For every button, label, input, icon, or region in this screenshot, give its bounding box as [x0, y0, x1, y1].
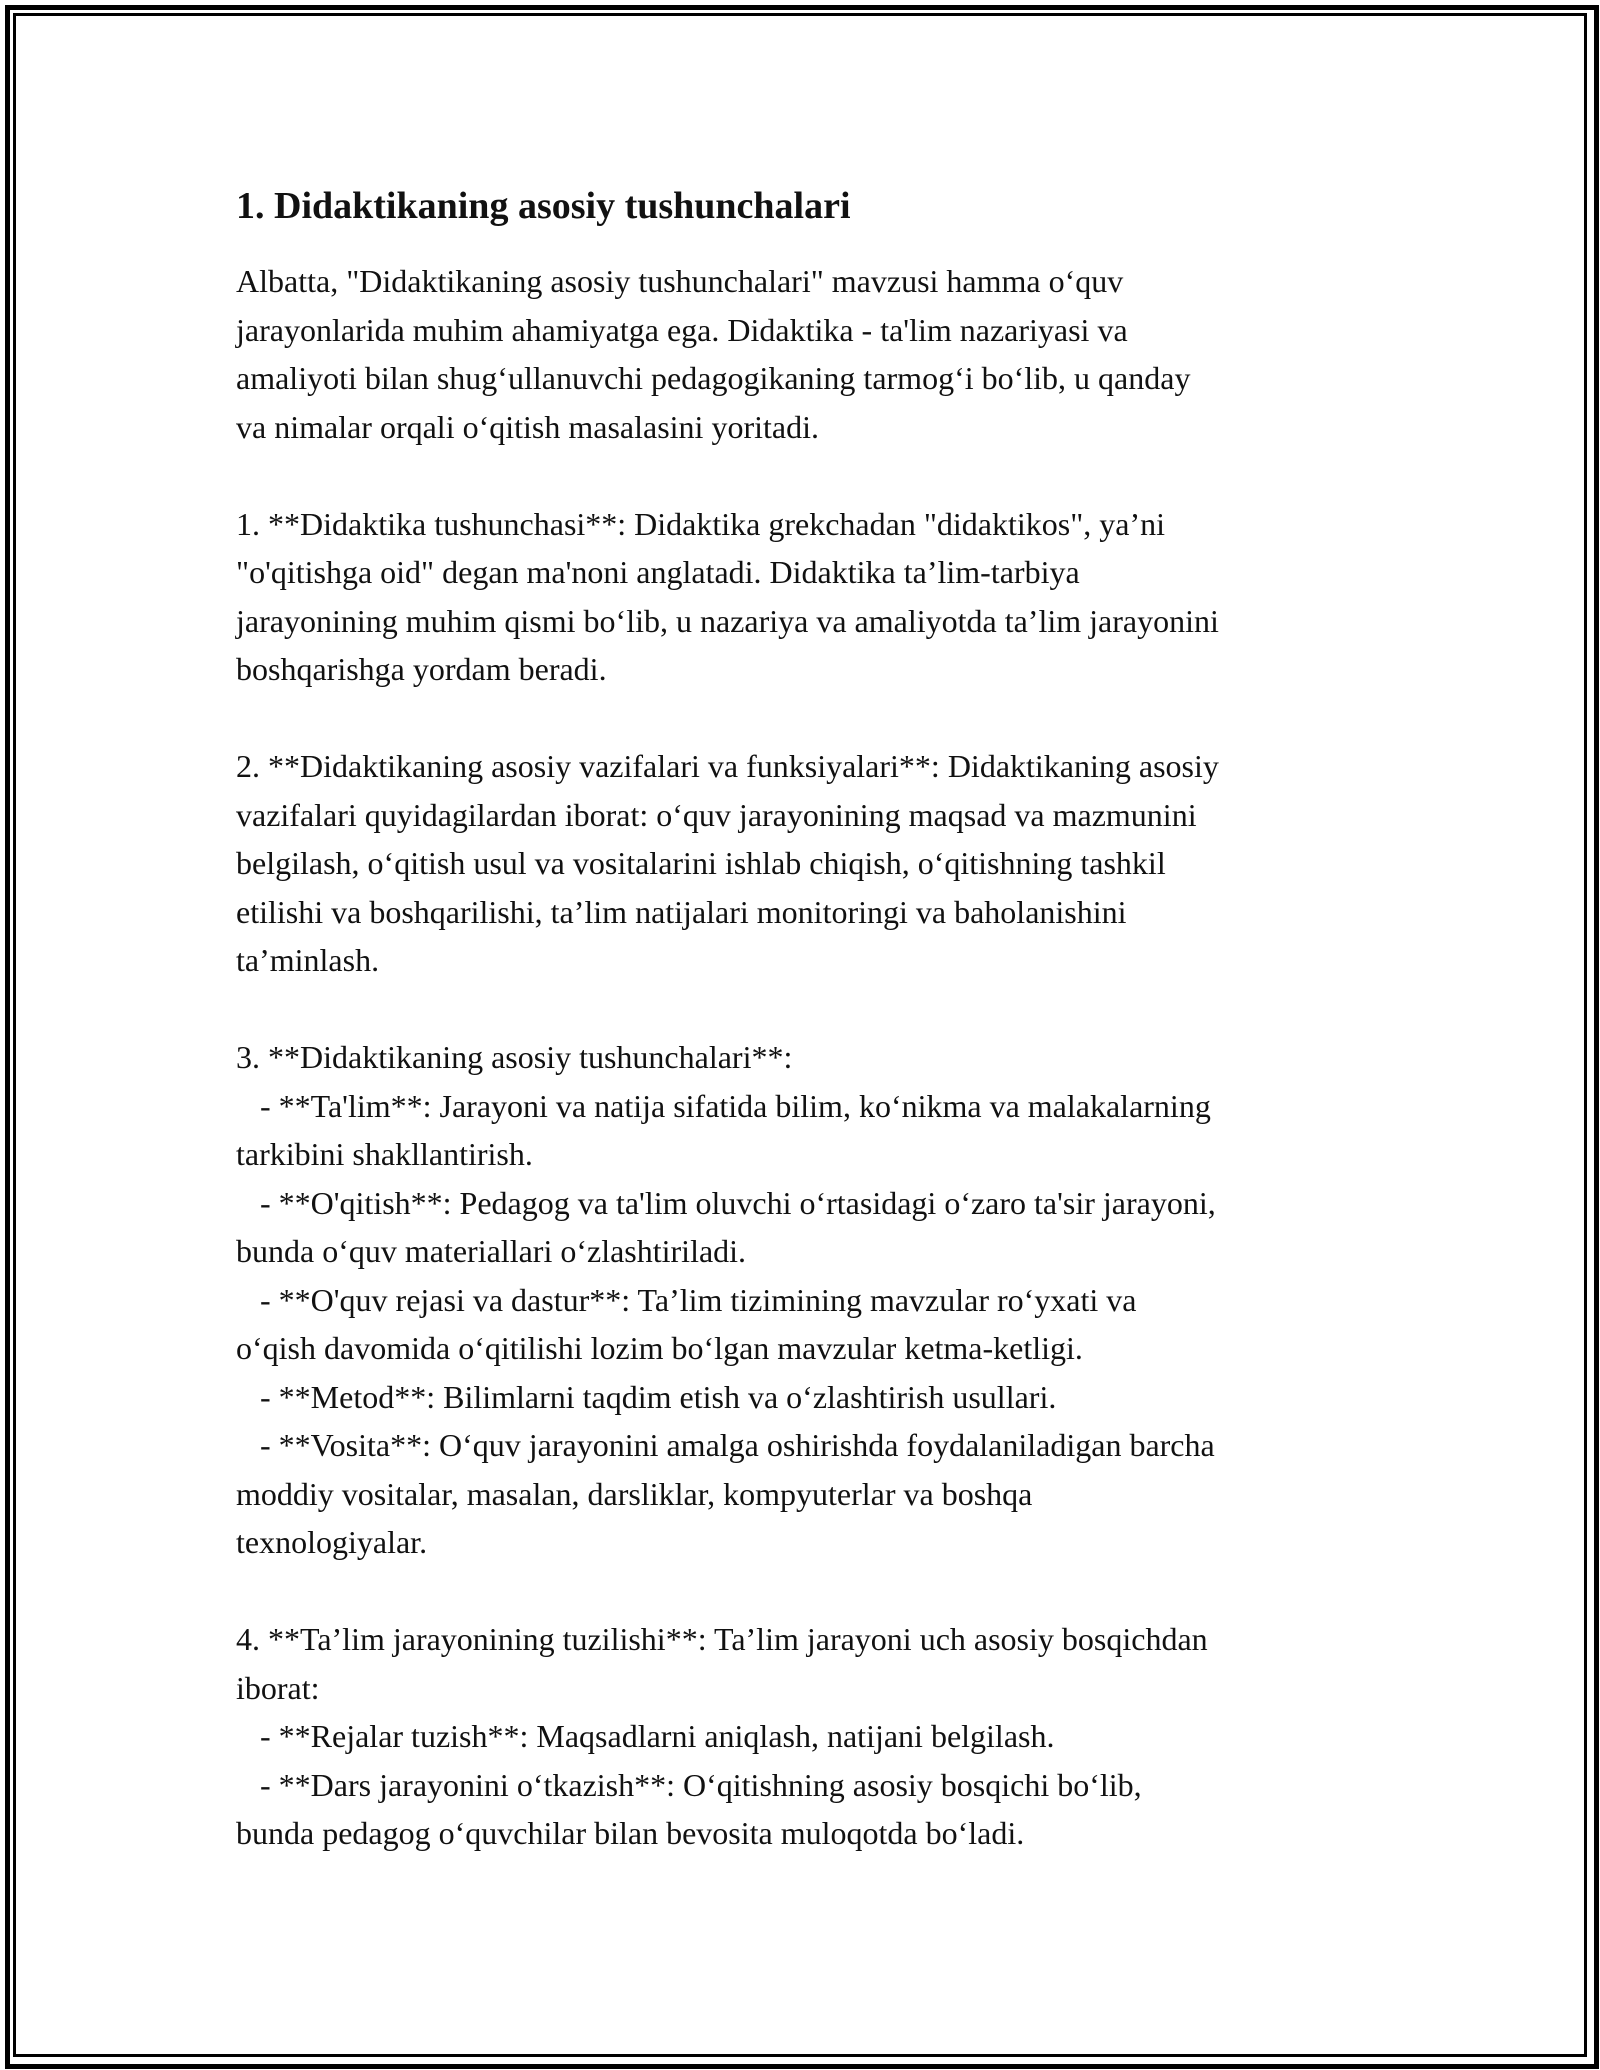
text-line: boshqarishga yordam beradi.: [236, 651, 607, 688]
text-line: - **O'quv rejasi va dastur**: Ta’lim tizimining mavzular ro‘yxati va: [236, 1281, 1137, 1318]
text-line: 4. **Ta’lim jarayonining tuzilishi**: Ta’lim jarayoni uch asosiy bosqichdan: [236, 1621, 1208, 1658]
text-line: - **Metod**: Bilimlarni taqdim etish va o‘zlashtirish usullari.: [236, 1378, 1057, 1415]
text-line: o‘qish davomida o‘qitilishi lozim bo‘lgan mavzular ketma-ketligi.: [236, 1330, 1083, 1367]
paragraph: [236, 257, 1376, 451]
text-line: 2. **Didaktikaning asosiy vazifalari va funksiyalari**: Didaktikaning asosiy: [236, 748, 1219, 785]
paragraph-list: [236, 257, 1376, 1858]
text-line: - **Dars jarayonini o‘tkazish**: O‘qitishning asosiy bosqichi bo‘lib,: [236, 1766, 1142, 1803]
paragraph: [236, 1033, 1376, 1567]
text-line: "o'qitishga oid" degan ma'noni anglatadi. Didaktika ta’lim-tarbiya: [236, 554, 1080, 591]
text-line: moddiy vositalar, masalan, darsliklar, kompyuterlar va boshqa: [236, 1475, 1033, 1512]
text-line: vazifalari quyidagilardan iborat: o‘quv jarayonining maqsad va mazmunini: [236, 796, 1197, 833]
text-line: belgilash, o‘qitish usul va vositalarini ishlab chiqish, o‘qitishning tashkil: [236, 845, 1166, 882]
text-line: tarkibini shakllantirish.: [236, 1136, 533, 1173]
text-line: - **Rejalar tuzish**: Maqsadlarni aniqlash, natijani belgilash.: [236, 1718, 1055, 1755]
text-line: jarayonining muhim qismi bo‘lib, u nazariya va amaliyotda ta’lim jarayonini: [236, 602, 1219, 639]
text-line: ta’minlash.: [236, 942, 380, 979]
text-line: amaliyoti bilan shug‘ullanuvchi pedagogikaning tarmog‘i bo‘lib, u qanday: [236, 360, 1191, 397]
text-line: - **O'qitish**: Pedagog va ta'lim oluvchi o‘rtasidagi o‘zaro ta'sir jarayoni,: [236, 1184, 1216, 1221]
text-line: va nimalar orqali o‘qitish masalasini yoritadi.: [236, 408, 819, 445]
text-line: 1. **Didaktika tushunchasi**: Didaktika grekchadan "didaktikos", ya’ni: [236, 505, 1166, 542]
document-body: [236, 182, 1376, 1906]
text-line: bunda pedagog o‘quvchilar bilan bevosita muloqotda bo‘ladi.: [236, 1815, 1025, 1852]
text-line: Albatta, "Didaktikaning asosiy tushunchalari" mavzusi hamma o‘quv: [236, 263, 1124, 300]
text-line: - **Vosita**: O‘quv jarayonini amalga oshirishda foydalaniladigan barcha: [236, 1427, 1215, 1464]
text-line: etilishi va boshqarilishi, ta’lim natijalari monitoringi va baholanishini: [236, 893, 1127, 930]
paragraph: [236, 1615, 1376, 1858]
text-line: texnologiyalar.: [236, 1524, 428, 1561]
paragraph: [236, 742, 1376, 985]
text-line: jarayonlarida muhim ahamiyatga ega. Didaktika - ta'lim nazariyasi va: [236, 311, 1128, 348]
text-line: iborat:: [236, 1669, 320, 1706]
document-title: 1. Didaktikaning asosiy tushunchalari: [236, 185, 851, 227]
text-line: bunda o‘quv materiallari o‘zlashtiriladi.: [236, 1233, 747, 1270]
text-line: - **Ta'lim**: Jarayoni va natija sifatida bilim, ko‘nikma va malakalarning: [236, 1087, 1211, 1124]
text-line: 3. **Didaktikaning asosiy tushunchalari**:: [236, 1039, 793, 1076]
paragraph: [236, 500, 1376, 694]
